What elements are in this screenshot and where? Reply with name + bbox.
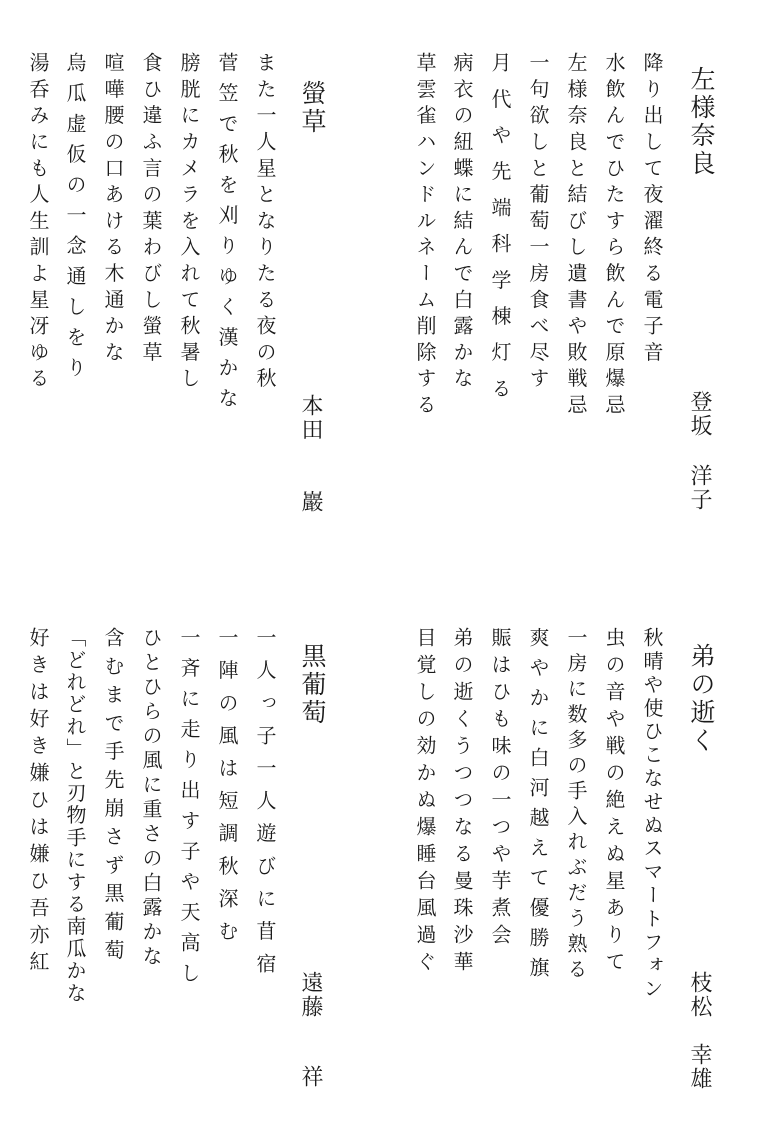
author-family-name: 登坂 xyxy=(687,390,712,438)
author-given-name: 祥 xyxy=(298,1065,323,1089)
haiku-line: 食ひ違ふ言の葉わびし螢草 xyxy=(139,52,163,368)
haiku-line: 爽やかに白河越えて優勝旗 xyxy=(526,627,550,987)
haiku-line: 一房に数多の手入れぶだう熟る xyxy=(564,627,588,984)
haiku-line: 秋晴や使ひこなせぬスマートフォン xyxy=(640,627,664,1002)
haiku-line: 菅笠で秋を刈りゆく漢かな xyxy=(215,52,239,418)
author-given-name: 洋子 xyxy=(687,464,712,512)
haiku-line: 一人っ子一人遊びに苜宿 xyxy=(253,627,277,986)
haiku-line: 含むまで手先崩さず黒葡萄 xyxy=(101,627,125,968)
section-title: 左様奈良 xyxy=(687,66,716,178)
haiku-line: 湯呑みにも人生訓よ星冴ゆる xyxy=(26,52,50,394)
haiku-line: 膀胱にカメラを入れて秋暑し xyxy=(177,52,201,394)
haiku-line: 水飲んでひたすら飲んで原爆忌 xyxy=(602,52,626,421)
haiku-line: 草雲雀ハンドルネーム削除する xyxy=(413,52,437,421)
section-title: 螢草 xyxy=(298,80,327,136)
haiku-line: 虫の音や戦の絶えぬ星ありて xyxy=(602,627,626,978)
haiku-line: 「どれどれ」と刃物手にする南瓜かな xyxy=(63,627,87,1005)
author-family-name: 枝松 xyxy=(687,971,712,1019)
haiku-line: 病衣の紐蝶に結んで白露かな xyxy=(450,52,474,394)
haiku-line: 弟の逝くうつつなる曼珠沙華 xyxy=(450,627,474,978)
haiku-line: 喧嘩腰の口あける木通かな xyxy=(101,52,125,368)
author-given-name: 幸雄 xyxy=(687,1043,712,1091)
section-kurobudou xyxy=(0,571,782,1142)
haiku-line: 月代や先端科学棟灯る xyxy=(488,52,512,414)
haiku-line: また一人星となりたる夜の秋 xyxy=(253,52,277,394)
author-family-name: 本田 xyxy=(298,394,323,442)
haiku-line: 左様奈良と結びし遺書や敗戦忌 xyxy=(564,52,588,421)
haiku-line: ひとひらの風に重さの白露かな xyxy=(139,627,163,970)
haiku-line: 一陣の風は短調秋深む xyxy=(215,627,239,953)
section-title: 弟の逝く xyxy=(687,643,716,755)
haiku-line: 好きは好き嫌ひは嫌ひ吾亦紅 xyxy=(26,627,50,978)
haiku-line: 一句欲しと葡萄一房食べ尽す xyxy=(526,52,550,394)
section-title: 黒葡萄 xyxy=(298,643,327,727)
haiku-line: 降り出して夜濯終る電子音 xyxy=(640,52,664,368)
haiku-line: 目覚しの効かぬ爆睡台風過ぐ xyxy=(413,627,437,978)
author-family-name: 遠藤 xyxy=(298,971,323,1019)
author-name xyxy=(299,971,321,1089)
haiku-line: 賑はひも味の一つや芋煮会 xyxy=(488,627,512,951)
haiku-line: 烏瓜虚仮の一念通しをり xyxy=(63,52,87,388)
haiku-line: 一斉に走り出す子や天高し xyxy=(177,627,201,993)
author-name xyxy=(299,394,321,514)
author-given-name: 巖 xyxy=(298,490,323,514)
